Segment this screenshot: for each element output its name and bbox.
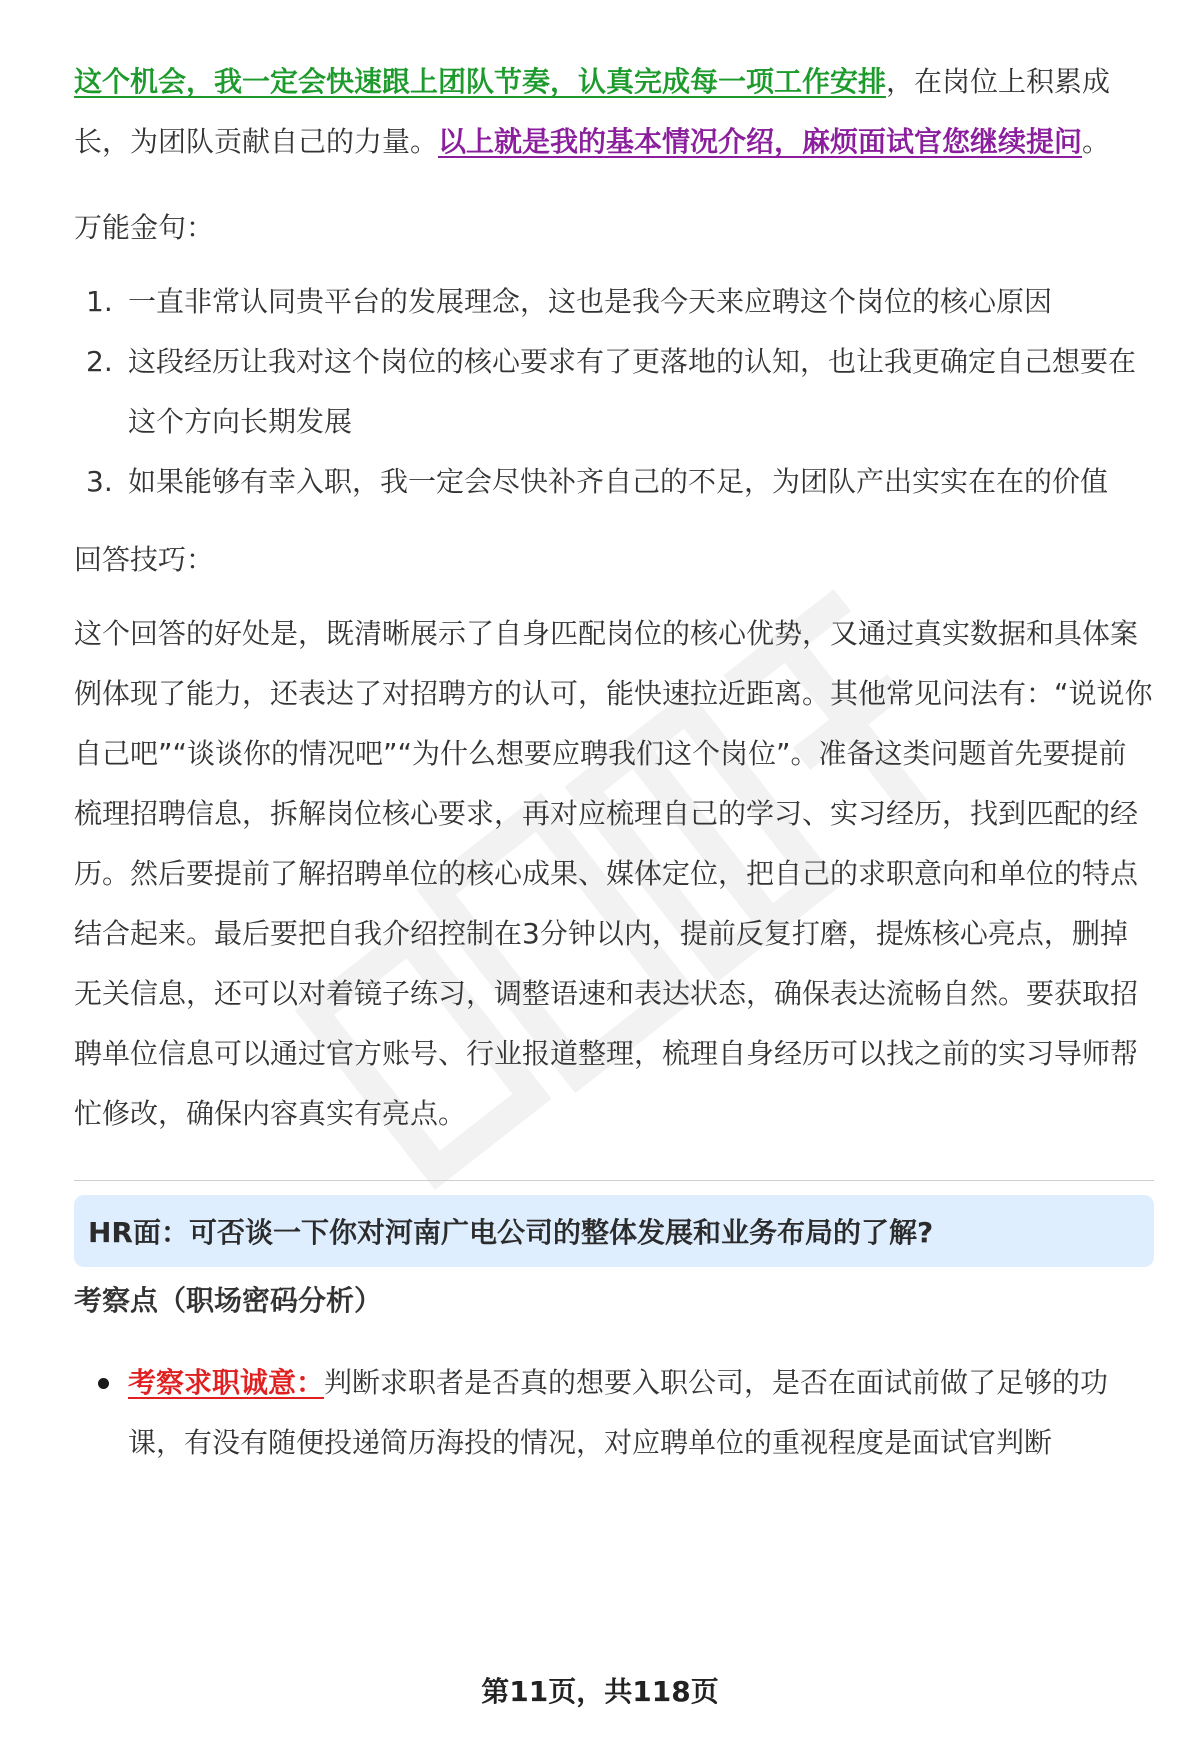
intro-green-highlight: 这个机会，我一定会快速跟上团队节奏，认真完成每一项工作安排 — [74, 65, 887, 98]
bullet-icon — [98, 1378, 109, 1389]
hr-question-text: HR面：可否谈一下你对河南广电公司的整体发展和业务布局的了解? — [88, 1216, 934, 1249]
list-item-number: 1. — [86, 285, 113, 318]
list-item-text: 一直非常认同贵平台的发展理念，这也是我今天来应聘这个岗位的核心原因 — [128, 285, 1053, 318]
main-content — [74, 52, 1154, 1473]
list-item — [74, 272, 1154, 332]
list-item-text: 这段经历让我对这个岗位的核心要求有了更落地的认知，也让我更确定自己想要在这个方向长期发展 — [128, 345, 1137, 438]
list-item — [74, 332, 1154, 452]
intro-normal-text: ，在岗位上积累成长，为团队贡献自己的力量。 — [74, 65, 1111, 158]
list-item — [74, 1353, 1154, 1473]
intro-end-punct: 。 — [1082, 125, 1111, 158]
list-item — [74, 452, 1154, 512]
list-item-number: 2. — [86, 345, 113, 378]
exam-point-label: 考察求职诚意： — [128, 1366, 325, 1399]
intro-paragraph — [74, 52, 1154, 172]
golden-sentences-list — [74, 272, 1154, 512]
answer-tips-label: 回答技巧： — [74, 543, 215, 576]
list-item-text: 如果能够有幸入职，我一定会尽快补齐自己的不足，为团队产出实实在在的价值 — [128, 465, 1109, 498]
page-footer: 第11页，共118页 — [481, 1675, 719, 1708]
section-divider — [74, 1180, 1154, 1181]
exam-point-text: 判断求职者是否真的想要入职公司，是否在面试前做了足够的功课，有没有随便投递简历海投的情况，对应聘单位的重视程度是面试官判断 — [128, 1366, 1109, 1459]
list-item-number: 3. — [86, 465, 113, 498]
golden-sentences-label: 万能金句： — [74, 211, 215, 244]
answer-tips-paragraph: 这个回答的好处是，既清晰展示了自身匹配岗位的核心优势，又通过真实数据和具体案例体现了能力，还表达了对招聘方的认可，能快速拉近距离。其他常见问法有：“说说你自己吧”“谈谈你的情况吧”“为什么想要应聘我们这个岗位”。准备这类问题首先要提前梳理招聘信息，拆解岗位核心要求，再对应梳理自己的学习、实习经历，找到匹配的经历。然后要提前了解招聘单位的核心成果、媒体定位，把自己的求职意向和单位的特点结合起来。最后要把自我介绍控制在3分钟以内，提前反复打磨，提炼核心亮点，删掉无关信息，还可以对着镜子练习，调整语速和表达状态，确保表达流畅自然。要获取招聘单位信息可以通过官方账号、行业报道整理，梳理自身经历可以找之前的实习导师帮忙修改，确保内容真实有亮点。 — [74, 617, 1153, 1130]
exam-points-list — [74, 1353, 1154, 1473]
intro-purple-highlight: 以上就是我的基本情况介绍，麻烦面试官您继续提问 — [438, 125, 1083, 158]
hr-question-box — [74, 1195, 1154, 1267]
exam-points-heading: 考察点（职场密码分析） — [74, 1284, 383, 1317]
